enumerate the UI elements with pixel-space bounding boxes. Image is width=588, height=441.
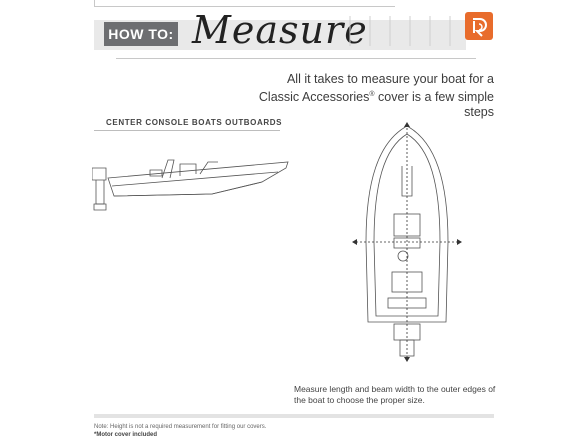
header-ruler-top — [94, 0, 395, 7]
intro-line-2 — [240, 87, 494, 120]
intro-text — [240, 72, 494, 120]
ruler-ticks — [340, 12, 466, 46]
page-title: Measure — [192, 8, 368, 52]
header-underline — [116, 58, 476, 59]
boat-type-underline — [94, 130, 280, 131]
height-note: Note: Height is not a required measurement for fitting our covers. — [94, 424, 267, 430]
measure-instructions: Measure length and beam width to the outer edges of the boat to choose the proper size. — [294, 384, 496, 405]
howto-badge — [104, 22, 178, 46]
intro-line-1: All it takes to measure your boat for a — [286, 72, 494, 86]
brand-logo-icon — [465, 12, 493, 40]
top-view-boat-illustration — [352, 122, 462, 362]
boat-type-label: CENTER CONSOLE BOATS OUTBOARDS — [106, 118, 283, 127]
intro-line-2-rest: cover is a few simple steps — [374, 90, 494, 120]
side-view-boat-illustration — [92, 148, 292, 214]
motor-cover-note: *Motor cover included — [94, 432, 158, 438]
howto-label: HOW TO: — [108, 26, 174, 42]
brand-name: Classic Accessories — [258, 90, 370, 105]
registered-mark: ® — [369, 91, 375, 98]
footer-divider — [94, 414, 494, 418]
